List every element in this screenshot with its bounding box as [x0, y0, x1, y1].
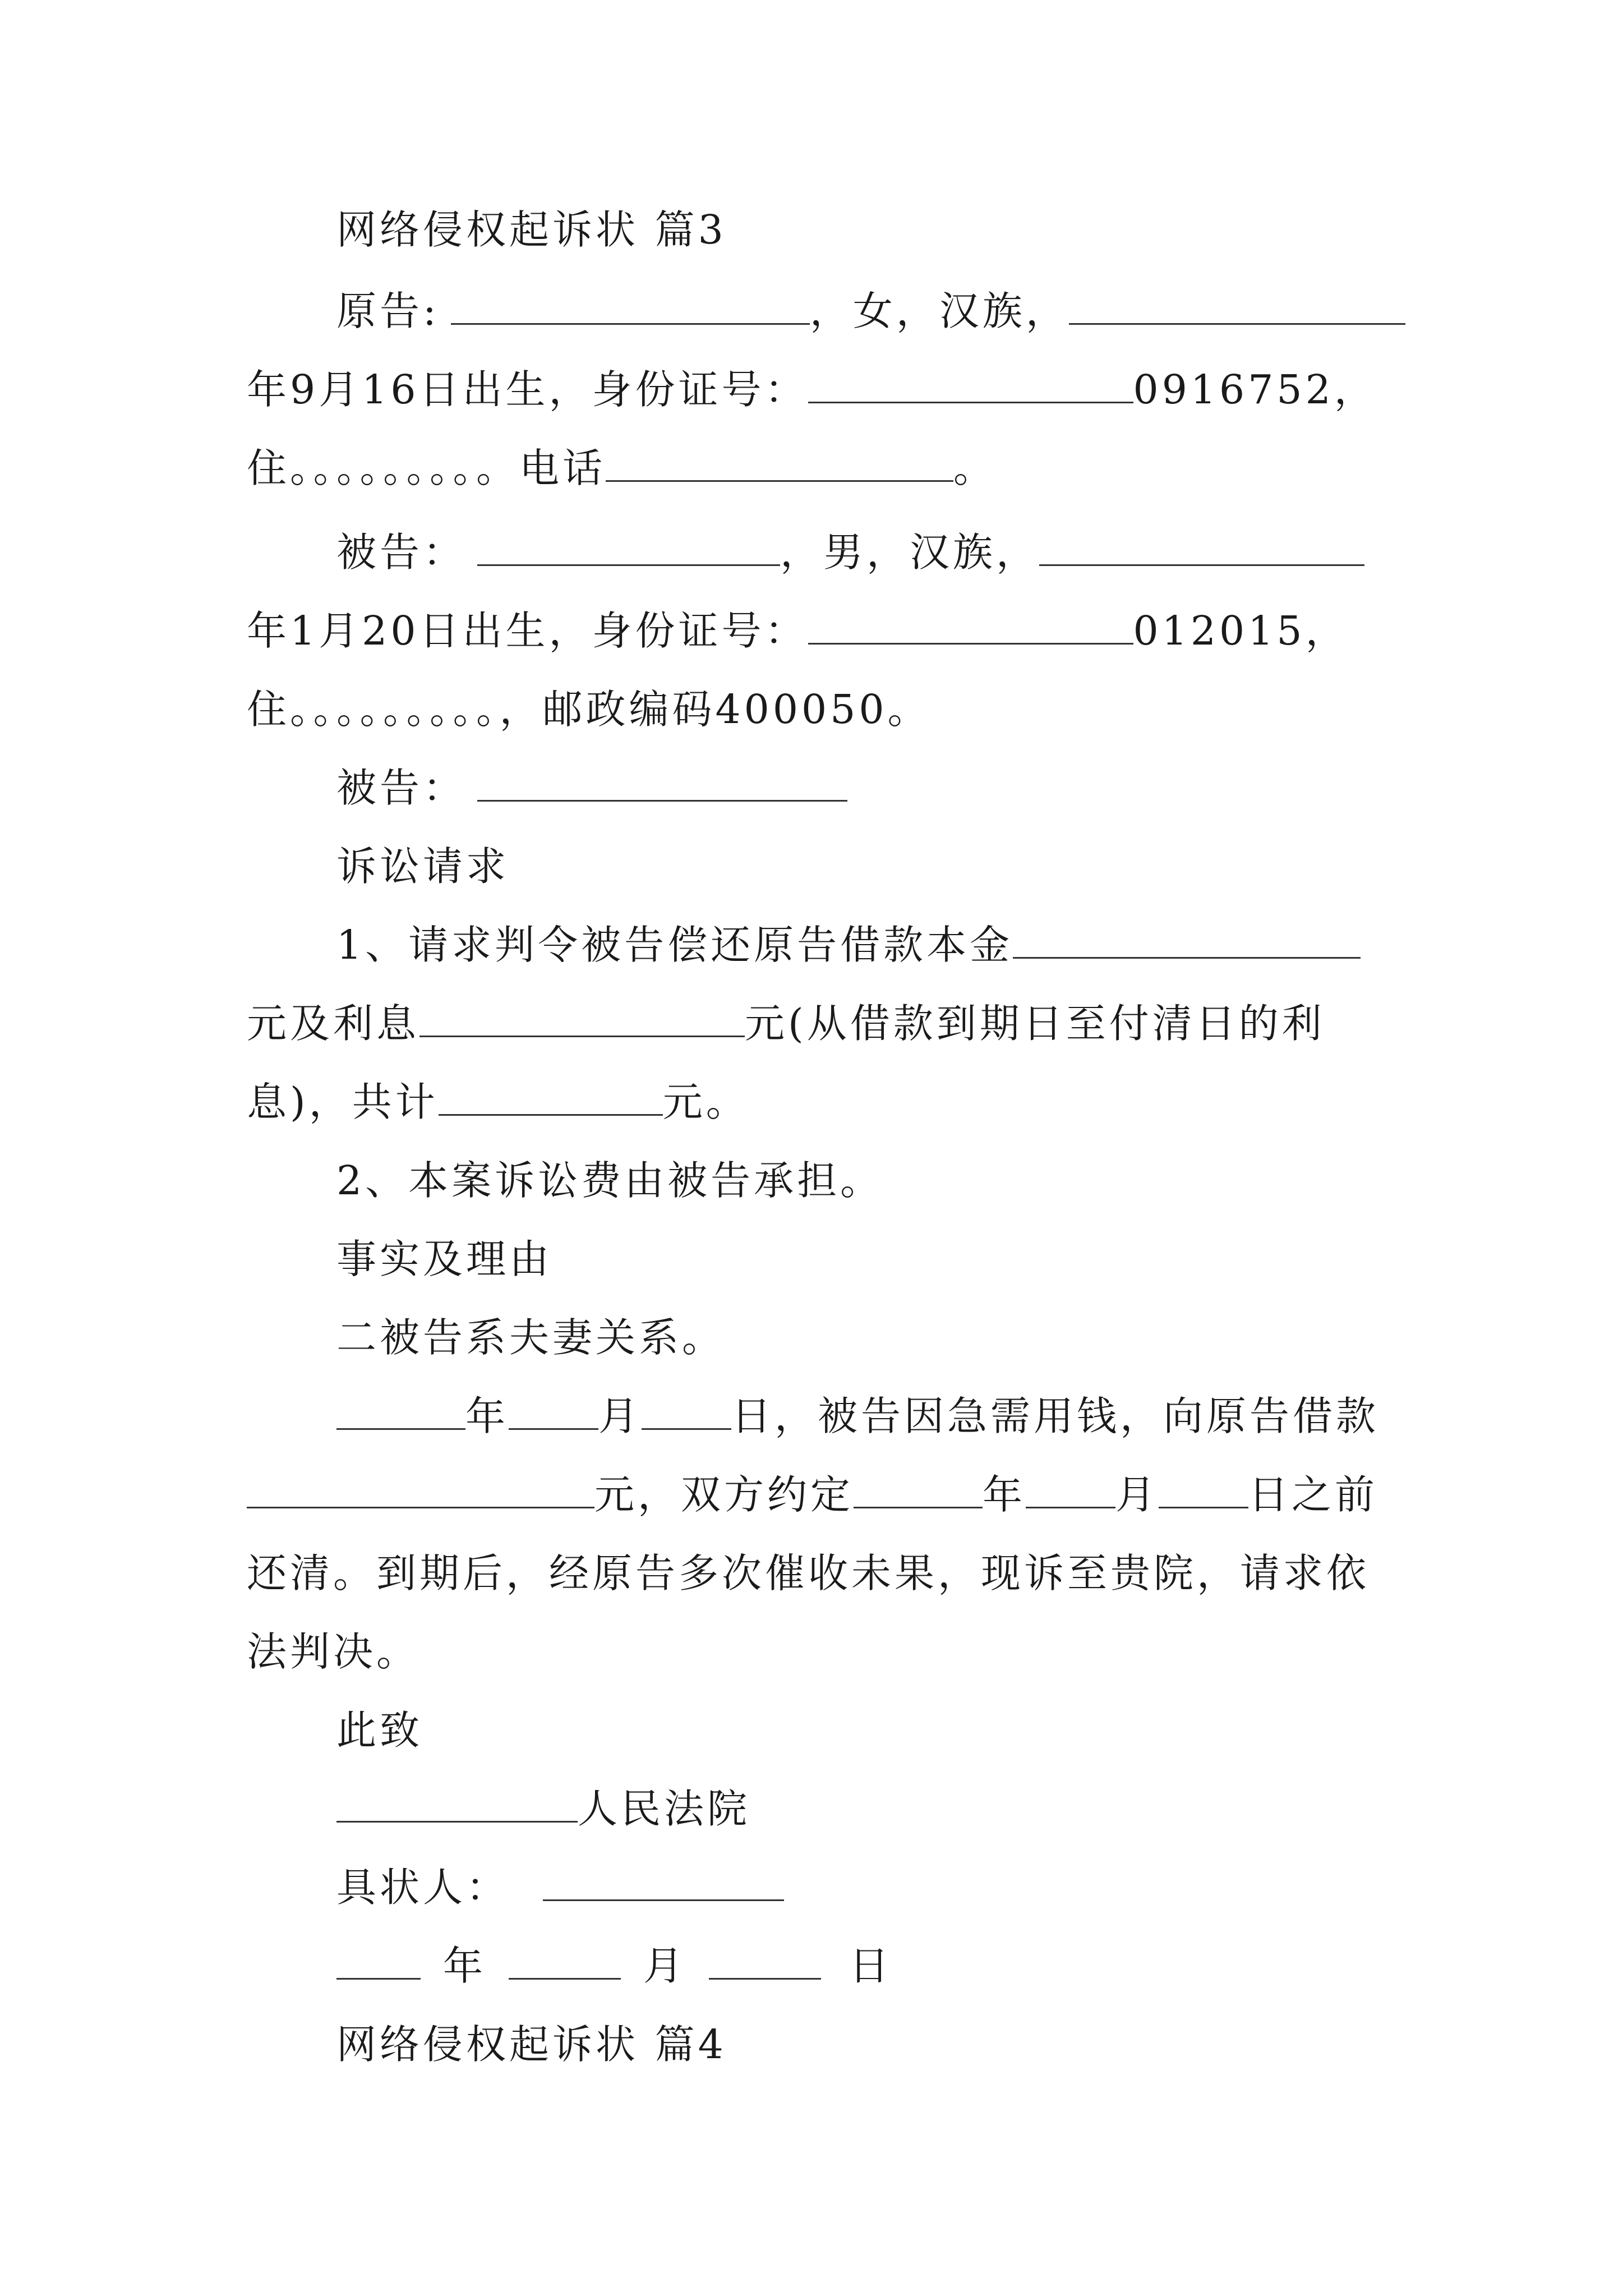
plaintiff-id-suffix: 0916752，	[1133, 366, 1377, 413]
defendant1-name-blank	[477, 531, 780, 566]
date-year-label: 年	[443, 1943, 487, 1989]
defendant1-line-2	[247, 603, 1349, 659]
claim1-text-d: 息)，共计	[247, 1079, 439, 1125]
claim1-text-b: 元及利息	[247, 1000, 420, 1047]
court-label: 人民法院	[578, 1786, 751, 1832]
date-year-blank	[336, 1944, 421, 1980]
loan-day-text: 日，被告因急需用钱，向原告借款	[731, 1393, 1380, 1439]
claim1-text-c: 元(从借款到期日至付清日的利	[745, 1000, 1325, 1047]
salutation: 此致	[336, 1707, 423, 1754]
claim1-line-1	[336, 917, 1361, 973]
date-day-blank	[709, 1944, 821, 1980]
claim2: 2、本案诉讼费由被告承担。	[336, 1157, 884, 1204]
court-name-blank	[336, 1787, 578, 1823]
repay-before-text: 日之前	[1248, 1471, 1378, 1518]
facts-line-3: 还清。到期后，经原告多次催收未果，现诉至贵院，请求依	[247, 1550, 1370, 1596]
plaintiff-id-blank	[808, 368, 1133, 403]
plaintiff-gender-ethnic: ，女，汉族，	[809, 288, 1069, 334]
plaintiff-line-1	[336, 283, 1405, 339]
claim1-interest-blank	[419, 1002, 745, 1037]
claim1-line-3	[247, 1074, 749, 1130]
defendant1-address: 住。。。。。。。。。，邮政编码400050。	[247, 686, 931, 733]
plaintiff-end: 。	[953, 445, 997, 491]
loan-day-blank	[642, 1395, 731, 1430]
date-month-label: 月	[643, 1943, 687, 1989]
claim1-principal-blank	[1013, 923, 1361, 959]
plaintiff-line-2	[247, 362, 1377, 418]
date-month-blank	[509, 1944, 621, 1980]
claim1-text-e: 元。	[662, 1079, 749, 1125]
loan-amount-text: 元，双方约定	[594, 1471, 854, 1518]
defendant1-line-1	[336, 524, 1364, 581]
plaintiff-birth: 年9月16日出生，身份证号：	[247, 366, 808, 413]
claim1-total-blank	[439, 1080, 663, 1116]
loan-month-label: 月	[598, 1393, 642, 1439]
plaintiff-address: 住。。。。。。。。。电话	[247, 445, 606, 491]
repay-month-label: 月	[1115, 1471, 1159, 1518]
plaintiff-name-blank	[451, 289, 810, 325]
defendant2-line	[336, 760, 847, 816]
facts-relationship: 二被告系夫妻关系。	[336, 1314, 726, 1361]
signer-blank	[543, 1866, 784, 1901]
section-title-4: 网络侵权起诉状 篇4	[336, 2021, 727, 2068]
signer-line	[336, 1860, 784, 1916]
defendant1-id-suffix: 012015，	[1133, 608, 1349, 654]
signer-label: 具状人：	[336, 1864, 510, 1911]
defendant2-label: 被告：	[336, 765, 467, 811]
plaintiff-birthyear-blank	[1069, 289, 1405, 325]
defendant1-label: 被告：	[336, 529, 467, 576]
loan-amount-blank	[247, 1473, 594, 1508]
defendant1-birthyear-blank	[1039, 531, 1364, 566]
facts-line-1	[336, 1388, 1379, 1444]
loan-year-label: 年	[465, 1393, 509, 1439]
defendant1-birth: 年1月20日出生，身份证号：	[247, 608, 808, 654]
court-line	[336, 1781, 750, 1837]
facts-line-4: 法判决。	[247, 1628, 420, 1675]
loan-year-blank	[336, 1395, 465, 1430]
plaintiff-label: 原告:	[336, 288, 440, 334]
date-line	[336, 1938, 892, 1994]
plaintiff-line-3	[247, 440, 997, 496]
repay-month-blank	[1026, 1473, 1115, 1508]
repay-year-blank	[854, 1473, 983, 1508]
defendant1-id-blank	[808, 609, 1133, 645]
defendant1-gender-ethnic: ，男，汉族，	[780, 529, 1040, 576]
claim1-line-2	[247, 996, 1325, 1052]
date-day-label: 日	[849, 1943, 893, 1989]
claims-heading: 诉讼请求	[336, 843, 510, 890]
repay-year-label: 年	[983, 1471, 1026, 1518]
section-title-3: 网络侵权起诉状 篇3	[336, 206, 727, 253]
plaintiff-phone-blank	[606, 447, 953, 482]
facts-line-2	[247, 1467, 1378, 1523]
loan-month-blank	[509, 1395, 598, 1430]
claim1-text-a: 1、请求判令被告偿还原告借款本金	[336, 922, 1013, 968]
repay-day-blank	[1159, 1473, 1248, 1508]
defendant2-name-blank	[477, 766, 847, 802]
facts-heading: 事实及理由	[336, 1236, 553, 1282]
